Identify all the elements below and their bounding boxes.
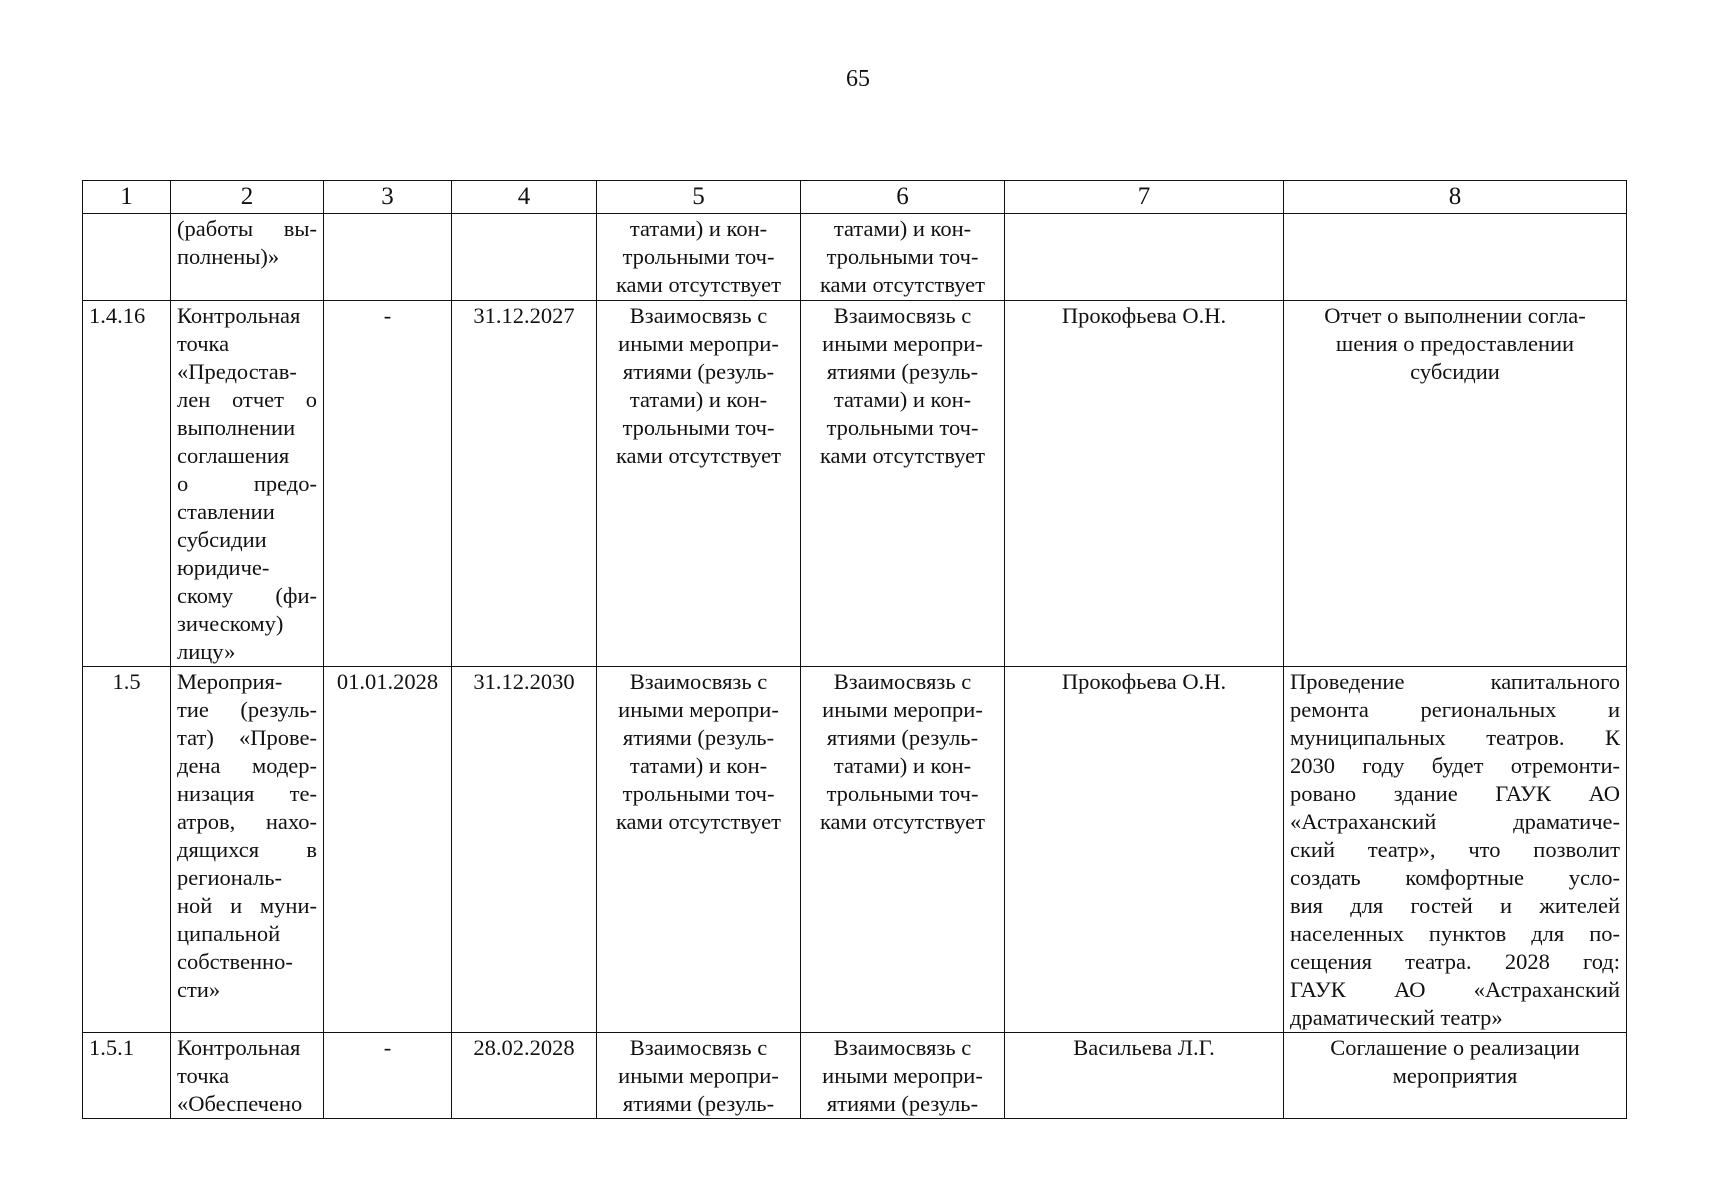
row-result: Соглашение о реализации мероприятия [1284, 1033, 1627, 1119]
row-name: Мероприя- тие (резуль- тат) «Прове- дена модер- низация те- атров, нахо- дящихся в региональ- ной и муни- ципальной собственно- сти» [171, 667, 324, 1033]
row-link-2: Взаимосвязь с иными меропри- ятиями (резуль- татами) и кон- трольными точ- ками отсутствует [801, 301, 1005, 667]
row-start-date: 01.01.2028 [324, 667, 452, 1033]
header-cell-4: 4 [452, 181, 597, 214]
table-row [83, 301, 1627, 667]
header-cell-6: 6 [801, 181, 1005, 214]
row-name: Контрольная точка «Обеспечено [171, 1033, 324, 1119]
row-number: 1.5.1 [83, 1033, 171, 1119]
table-row [83, 214, 1627, 301]
table-row [83, 1033, 1627, 1119]
row-link-1: Взаимосвязь с иными меропри- ятиями (резуль- [597, 1033, 801, 1119]
row-link-1: татами) и кон- трольными точ- ками отсутствует [597, 214, 801, 301]
row-end-date [452, 214, 597, 301]
row-end-date: 31.12.2030 [452, 667, 597, 1033]
row-responsible: Прокофьева О.Н. [1005, 667, 1284, 1033]
header-row [83, 181, 1627, 214]
row-end-date: 31.12.2027 [452, 301, 597, 667]
header-cell-1: 1 [83, 181, 171, 214]
row-link-1: Взаимосвязь с иными меропри- ятиями (резуль- татами) и кон- трольными точ- ками отсутствует [597, 301, 801, 667]
row-name: (работы вы- полнены)» [171, 214, 324, 301]
row-responsible: Васильева Л.Г. [1005, 1033, 1284, 1119]
row-end-date: 28.02.2028 [452, 1033, 597, 1119]
page-number: 65 [846, 66, 870, 92]
header-cell-7: 7 [1005, 181, 1284, 214]
row-responsible: Прокофьева О.Н. [1005, 301, 1284, 667]
row-name: Контрольная точка «Предостав- лен отчет о выполнении соглашения о предо- ставлении субсидии юридиче- скому (фи- зическому) лицу» [171, 301, 324, 667]
row-result: Отчет о выполнении согла- шения о предоставлении субсидии [1284, 301, 1627, 667]
row-responsible [1005, 214, 1284, 301]
header-cell-2: 2 [171, 181, 324, 214]
row-link-1: Взаимосвязь с иными меропри- ятиями (резуль- татами) и кон- трольными точ- ками отсутствует [597, 667, 801, 1033]
header-cell-5: 5 [597, 181, 801, 214]
row-start-date: - [324, 301, 452, 667]
plan-table [82, 180, 1627, 1119]
row-link-2: Взаимосвязь с иными меропри- ятиями (резуль- татами) и кон- трольными точ- ками отсутствует [801, 667, 1005, 1033]
header-cell-8: 8 [1284, 181, 1627, 214]
row-number: 1.5 [83, 667, 171, 1033]
row-link-2: татами) и кон- трольными точ- ками отсутствует [801, 214, 1005, 301]
row-number [83, 214, 171, 301]
row-number: 1.4.16 [83, 301, 171, 667]
table-row [83, 667, 1627, 1033]
row-link-2: Взаимосвязь с иными меропри- ятиями (резуль- [801, 1033, 1005, 1119]
row-start-date [324, 214, 452, 301]
header-cell-3: 3 [324, 181, 452, 214]
row-start-date: - [324, 1033, 452, 1119]
row-result [1284, 214, 1627, 301]
row-result: Проведение капитального ремонта региональных и муниципальных театров. К 2030 году будет отремонти- ровано здание ГАУК АО «Астраханский драматиче- ский театр», что позволит создать комфортные усло- вия для гостей и жителей населенных пунктов для по- сещения театра. 2028 год: ГАУК АО «Астраханский драматический театр» [1284, 667, 1627, 1033]
